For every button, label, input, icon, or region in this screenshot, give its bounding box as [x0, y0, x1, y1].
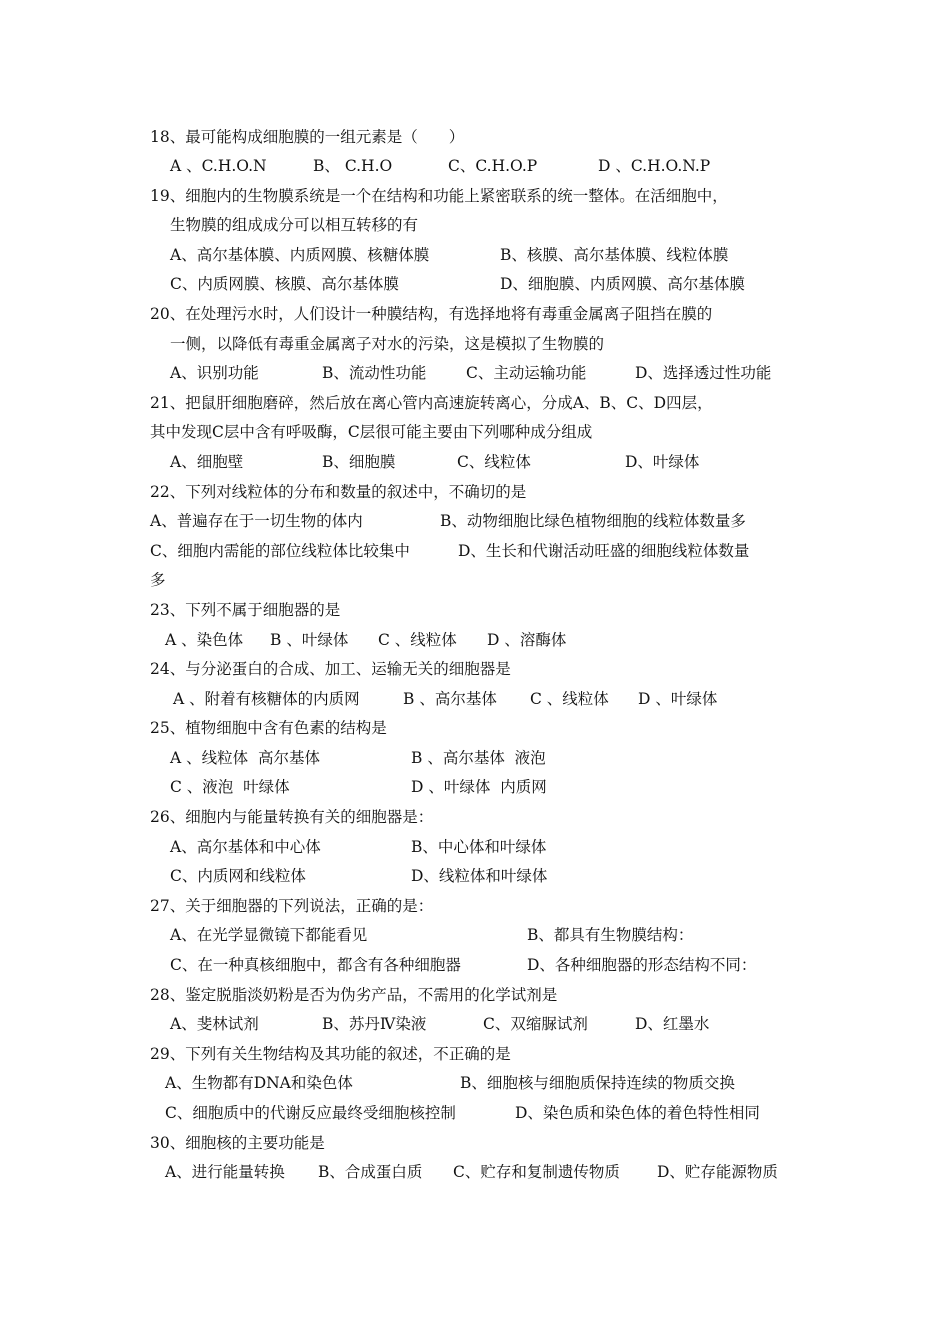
question-19-stem-line2: 生物膜的组成成分可以相互转移的有 [170, 216, 419, 234]
question-28-option-d: D、红墨水 [635, 1015, 710, 1033]
question-25-stem: 25、植物细胞中含有色素的结构是 [150, 719, 387, 737]
question-19-option-c: C、内质网膜、核膜、高尔基体膜 [170, 275, 399, 293]
question-30-option-a: A、进行能量转换 [165, 1163, 285, 1181]
question-25-option-d: D 、叶绿体 内质网 [411, 778, 547, 796]
question-19-stem-line1: 19、细胞内的生物膜系统是一个在结构和功能上紧密联系的统一整体。在活细胞中， [150, 187, 728, 205]
question-22-option-c: C、细胞内需能的部位线粒体比较集中 [150, 542, 410, 560]
question-23-option-a: A 、染色体 [165, 631, 244, 649]
question-23-stem: 23、下列不属于细胞器的是 [150, 601, 341, 619]
question-20-option-b: B、流动性功能 [322, 364, 427, 382]
question-30-stem: 30、细胞核的主要功能是 [150, 1134, 325, 1152]
question-24-option-d: D 、叶绿体 [638, 690, 718, 708]
question-30-option-c: C、贮存和复制遗传物质 [453, 1163, 620, 1181]
question-22-option-d-continued: 多 [150, 571, 166, 589]
question-29-stem: 29、下列有关生物结构及其功能的叙述，不正确的是 [150, 1045, 511, 1063]
question-26-option-d: D、线粒体和叶绿体 [411, 867, 548, 885]
question-24-option-c: C 、线粒体 [530, 690, 609, 708]
question-21-stem-line2: 其中发现C层中含有呼吸酶，C层很可能主要由下列哪种成分组成 [150, 423, 593, 441]
question-20-stem-line1: 20、在处理污水时，人们设计一种膜结构，有选择地将有毒重金属离子阻挡在膜的 [150, 305, 713, 323]
question-22-stem: 22、下列对线粒体的分布和数量的叙述中，不确切的是 [150, 483, 527, 501]
question-20-option-a: A、识别功能 [170, 364, 259, 382]
question-18-option-c: C、C.H.O.P [448, 157, 538, 175]
question-28-stem: 28、鉴定脱脂淡奶粉是否为伪劣产品，不需用的化学试剂是 [150, 986, 558, 1004]
question-20-stem-line2: 一侧，以降低有毒重金属离子对水的污染，这是模拟了生物膜的 [170, 335, 605, 353]
question-25-option-a: A 、线粒体 高尔基体 [170, 749, 320, 767]
question-25-option-c: C 、液泡 叶绿体 [170, 778, 290, 796]
question-26-option-c: C、内质网和线粒体 [170, 867, 306, 885]
question-29-option-b: B、细胞核与细胞质保持连续的物质交换 [460, 1074, 735, 1092]
question-21-option-a: A、细胞壁 [170, 453, 244, 471]
question-30-option-b: B、合成蛋白质 [318, 1163, 423, 1181]
question-18-option-b: B、 C.H.O [313, 157, 393, 175]
question-19-option-a: A、高尔基体膜、内质网膜、核糖体膜 [170, 246, 430, 264]
question-22-option-b: B、动物细胞比绿色植物细胞的线粒体数量多 [440, 512, 746, 530]
question-18-option-a: A 、C.H.O.N [170, 157, 267, 175]
question-30-option-d: D、贮存能源物质 [657, 1163, 778, 1181]
question-19-option-d: D、细胞膜、内质网膜、高尔基体膜 [500, 275, 745, 293]
question-23-option-d: D 、溶酶体 [487, 631, 567, 649]
question-23-option-c: C 、线粒体 [378, 631, 457, 649]
question-26-option-b: B、中心体和叶绿体 [411, 838, 547, 856]
question-29-option-d: D、染色质和染色体的着色特性相同 [515, 1104, 760, 1122]
question-24-option-a: A 、附着有核糖体的内质网 [173, 690, 360, 708]
question-21-option-c: C、线粒体 [457, 453, 531, 471]
question-29-option-c: C、细胞质中的代谢反应最终受细胞核控制 [165, 1104, 456, 1122]
question-28-option-a: A、斐林试剂 [170, 1015, 259, 1033]
question-24-option-b: B 、高尔基体 [403, 690, 497, 708]
question-27-stem: 27、关于细胞器的下列说法，正确的是： [150, 897, 434, 915]
question-23-option-b: B 、叶绿体 [270, 631, 349, 649]
question-22-option-a: A、普遍存在于一切生物的体内 [150, 512, 363, 530]
question-24-stem: 24、与分泌蛋白的合成、加工、运输无关的细胞器是 [150, 660, 511, 678]
question-19-option-b: B、核膜、高尔基体膜、线粒体膜 [500, 246, 729, 264]
question-22-option-d: D、生长和代谢活动旺盛的细胞线粒体数量 [458, 542, 750, 560]
question-21-option-b: B、细胞膜 [322, 453, 396, 471]
question-18-stem: 18、最可能构成细胞膜的一组元素是（ ） [150, 128, 465, 146]
question-25-option-b: B 、高尔基体 液泡 [411, 749, 546, 767]
question-26-option-a: A、高尔基体和中心体 [170, 838, 321, 856]
question-27-option-a: A、在光学显微镜下都能看见 [170, 926, 368, 944]
question-21-option-d: D、叶绿体 [625, 453, 700, 471]
question-20-option-d: D、选择透过性功能 [635, 364, 772, 382]
question-27-option-c: C、在一种真核细胞中，都含有各种细胞器 [170, 956, 461, 974]
question-27-option-b: B、都具有生物膜结构： [527, 926, 694, 944]
question-28-option-c: C、双缩脲试剂 [483, 1015, 588, 1033]
question-28-option-b: B、苏丹Ⅳ染液 [322, 1015, 427, 1033]
question-20-option-c: C、主动运输功能 [466, 364, 587, 382]
question-27-option-d: D、各种细胞器的形态结构不同： [527, 956, 757, 974]
question-18-option-d: D 、C.H.O.N.P [598, 157, 711, 175]
question-29-option-a: A、生物都有DNA和染色体 [165, 1074, 353, 1092]
question-26-stem: 26、细胞内与能量转换有关的细胞器是： [150, 808, 434, 826]
question-21-stem-line1: 21、把鼠肝细胞磨碎，然后放在离心管内高速旋转离心，分成A、B、C、D四层， [150, 394, 713, 412]
